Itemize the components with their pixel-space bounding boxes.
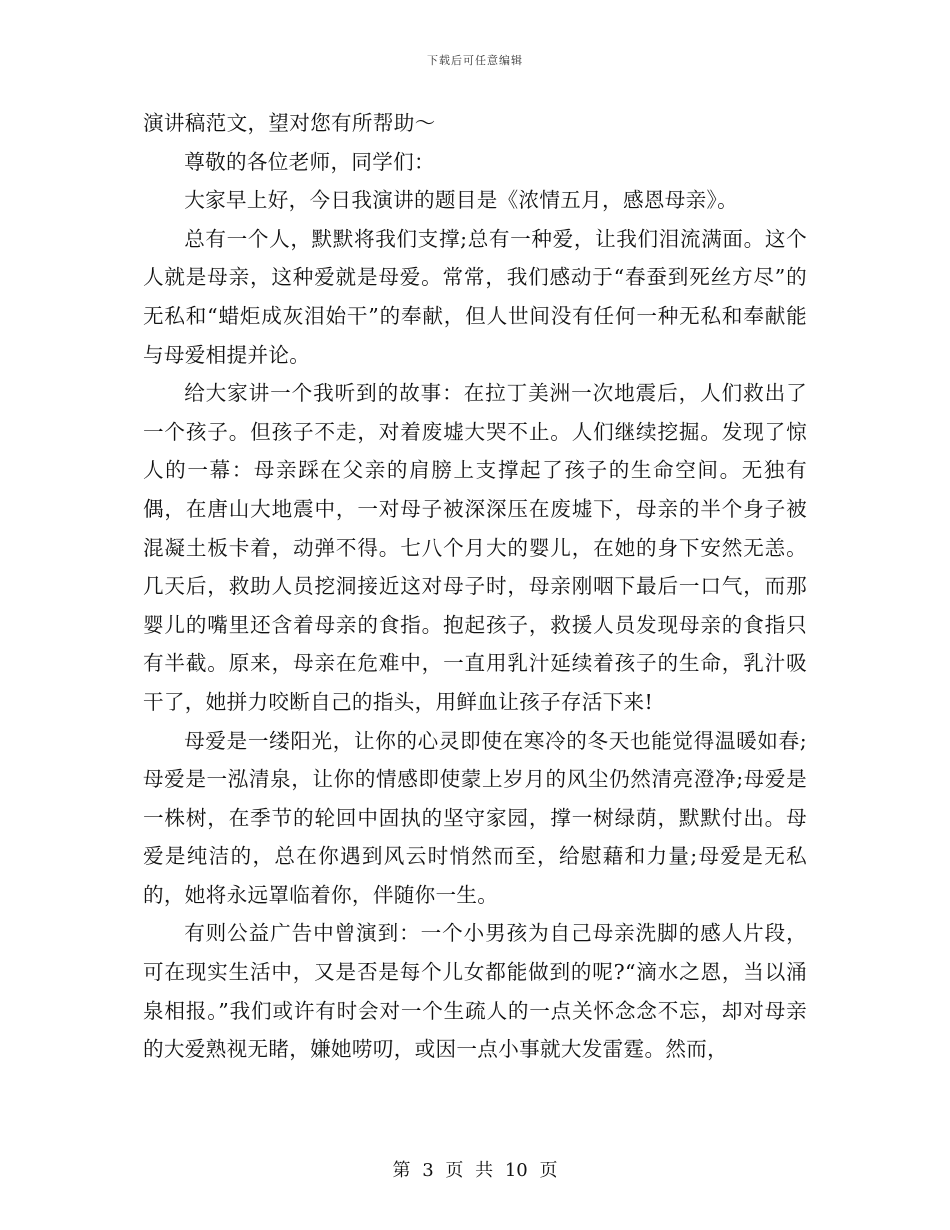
paragraph-intro: 演讲稿范文，望对您有所帮助～	[143, 111, 436, 135]
paragraph-body: 给大家讲一个我听到的故事：在拉丁美洲一次地震后，人们救出了一个孩子。但孩子不走，对着废墟大哭不止。人们继续挖掘。发现了惊人的一幕：母亲踩在父亲的肩膀上支撑起了孩子的生命空间。无独有偶，在唐山大地震中，一对母子被深深压在废墟下，母亲的半个身子被混凝土板卡着，动弹不得。七八个月大的婴儿，在她的身下安然无恙。几天后，救助人员挖洞接近这对母子时，母亲刚咽下最后一口气，而那婴儿的嘴里还含着母亲的食指。抱起孩子，救援人员发现母亲的食指只有半截。原来，母亲在危难中，一直用乳汁延续着孩子的生命，乳汁吸干了，她拼力咬断自己的指头，用鲜血让孩子存活下来!	[143, 381, 807, 714]
paragraph-greeting: 尊敬的各位老师，同学们：	[184, 149, 435, 174]
document-body	[143, 104, 807, 1069]
paragraph-topic: 大家早上好，今日我演讲的题目是《浓情五月，感恩母亲》。	[184, 188, 739, 213]
page-header: 下载后可任意编辑	[427, 54, 523, 67]
paragraph-body: 总有一个人，默默将我们支撑;总有一种爱，让我们泪流满面。这个人就是母亲，这种爱就是母爱。常常，我们感动于“春蚕到死丝方尽”的 无私和“蜡炬成灰泪始干”的奉献，但人世间没有任何一种无私和奉献能与母爱相提并论。	[143, 226, 807, 367]
page-number: 第 3 页 共 10 页	[392, 1160, 558, 1181]
paragraph-body: 母爱是一缕阳光，让你的心灵即使在寒冷的冬天也能觉得温暖如春;母爱是一泓清泉，让你的情感即使蒙上岁月的风尘仍然清亮澄净;母爱是一株树，在季节的轮回中固执的坚守家园，撑一树绿荫，默默付出。母爱是纯洁的，总在你遇到风云时悄然而至，给慰藉和力量;母爱是无私的，她将永远罩临着你，伴随你一生。	[143, 728, 807, 907]
paragraph-body: 有则公益广告中曾演到：一个小男孩为自己母亲洗脚的感人片段，可在现实生活中，又是否是每个儿女都能做到的呢?“滴水之恩，当以涌泉相报。”我们或许有时会对一个生疏人的一点关怀念念不忘，却对母亲的大爱熟视无睹，嫌她唠叨，或因一点小事就大发雷霆。然而，	[143, 921, 807, 1062]
